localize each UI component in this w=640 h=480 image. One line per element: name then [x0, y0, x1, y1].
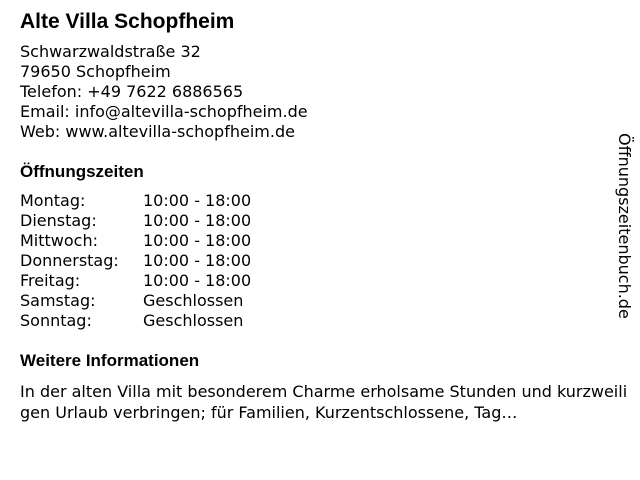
hours-time: Geschlossen: [143, 291, 244, 310]
hours-time: 10:00 - 18:00: [143, 251, 252, 270]
business-name: Alte Villa Schopfheim: [20, 10, 235, 33]
hours-day: Mittwoch:: [20, 231, 98, 250]
hours-row-monday: [20, 191, 630, 211]
further-info-text: In der alten Villa mit besonderem Charme erholsame Stunden und kurzweiligen Urlaub verbringen; für Familien, Kurzentschlossene, Tag…: [20, 382, 628, 422]
hours-time: 10:00 - 18:00: [143, 191, 252, 210]
source-watermark: Öffnungszeitenbuch.de: [615, 133, 634, 319]
hours-row-saturday: [20, 291, 630, 311]
hours-day: Sonntag:: [20, 311, 92, 330]
email-address[interactable]: Email: info@altevilla-schopfheim.de: [20, 102, 308, 121]
hours-time: 10:00 - 18:00: [143, 271, 252, 290]
hours-time: 10:00 - 18:00: [143, 211, 252, 230]
hours-row-sunday: [20, 311, 630, 331]
hours-day: Dienstag:: [20, 211, 97, 230]
hours-day: Freitag:: [20, 271, 81, 290]
hours-row-thursday: [20, 251, 630, 271]
hours-row-tuesday: [20, 211, 630, 231]
street-address: Schwarzwaldstraße 32: [20, 42, 201, 61]
hours-day: Samstag:: [20, 291, 96, 310]
hours-row-wednesday: [20, 231, 630, 251]
hours-day: Montag:: [20, 191, 86, 210]
website-link[interactable]: Web: www.altevilla-schopfheim.de: [20, 122, 295, 141]
hours-day: Donnerstag:: [20, 251, 119, 270]
further-info-heading: Weitere Informationen: [20, 351, 200, 370]
contact-block: [20, 42, 630, 142]
opening-hours-table: [20, 191, 630, 331]
hours-time: 10:00 - 18:00: [143, 231, 252, 250]
business-card: [20, 8, 630, 423]
phone-number[interactable]: Telefon: +49 7622 6886565: [20, 82, 244, 101]
hours-time: Geschlossen: [143, 311, 244, 330]
hours-row-friday: [20, 271, 630, 291]
city-address: 79650 Schopfheim: [20, 62, 171, 81]
opening-hours-heading: Öffnungszeiten: [20, 162, 144, 181]
